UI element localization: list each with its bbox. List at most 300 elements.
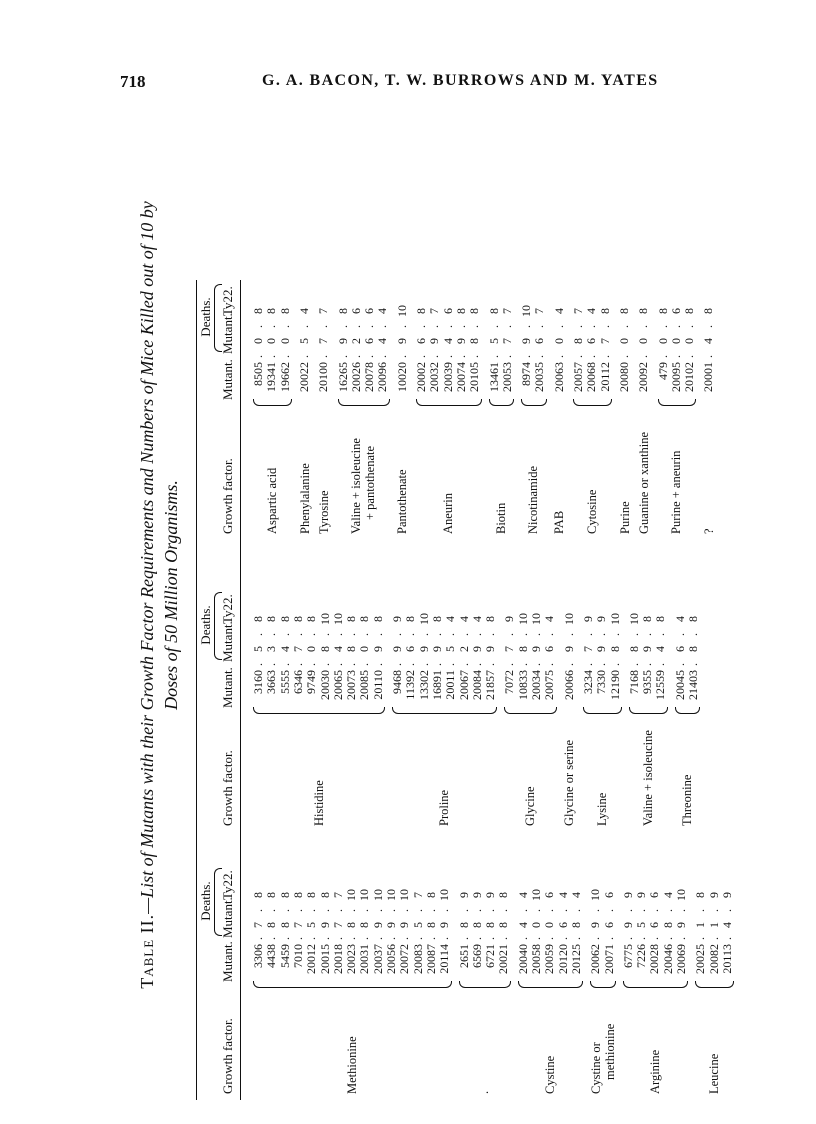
leader-dot: . (701, 355, 716, 358)
growth-factor-label: Glycine or serine (562, 739, 577, 826)
mutant-number: 20002 (414, 362, 428, 392)
deaths-mutant-value: 8 (568, 922, 583, 928)
deaths-mutant-value: 9 (427, 338, 442, 344)
leader-dot: . (456, 633, 471, 636)
group-brace (521, 399, 547, 406)
leader-dot: . (515, 663, 530, 666)
leader-dot: . (437, 909, 452, 912)
mutant-number: 20034 (529, 670, 543, 700)
deaths-mutant-value: 7 (316, 338, 331, 344)
mutant-number: 19341 (264, 362, 279, 392)
leader-dot: . (316, 325, 331, 328)
leader-dot: . (370, 633, 385, 636)
leader-dot: . (251, 633, 265, 636)
mutant-number: 20035 (532, 362, 547, 392)
leader-dot: . (706, 937, 721, 940)
deaths-mutant-value: 6 (403, 646, 418, 652)
deaths-mutant-value: 5 (304, 922, 319, 928)
mutant-number: 20012 (304, 944, 319, 974)
leader-dot: . (568, 937, 583, 940)
leader-dot: . (486, 355, 501, 358)
leader-dot: . (706, 909, 721, 912)
mutant-number: 20066 (561, 670, 576, 700)
group-brace (583, 707, 622, 714)
leader-dot: . (427, 355, 442, 358)
deaths-mutant-value: 2 (348, 338, 363, 344)
deaths-mutant-value: 5 (443, 646, 458, 652)
leader-dot: . (296, 355, 311, 358)
deaths-ty22-value: 6 (440, 308, 455, 314)
growth-factor-label: Valine + isoleucine (349, 438, 364, 534)
deaths-mutant-value: 6 (601, 922, 616, 928)
deaths-mutant-value: 8 (467, 338, 482, 344)
mutant-number: 20062 (588, 944, 603, 974)
growth-factor-label: Valine + isoleucine (640, 730, 655, 826)
leader-dot: . (264, 937, 279, 940)
leader-dot: . (529, 909, 543, 912)
deaths-mutant-value: 9 (394, 338, 409, 344)
leader-dot: . (502, 633, 517, 636)
deaths-mutant-value: 0 (251, 338, 265, 344)
deaths-ty22-value: 8 (357, 616, 372, 622)
leader-dot: . (370, 937, 385, 940)
mutant-number: 20114 (437, 944, 452, 974)
mutant-number: 20084 (469, 670, 484, 700)
deaths-ty22-value: 8 (264, 616, 279, 622)
growth-factor-label: Histidine (311, 780, 326, 826)
leader-dot: . (502, 663, 517, 666)
deaths-ty22-value: 7 (499, 308, 514, 314)
growth-factor-label: Nicotinamide (526, 465, 541, 534)
leader-dot: . (483, 663, 498, 666)
leader-dot: . (571, 325, 585, 328)
deaths-mutant-value: 3 (264, 646, 279, 652)
deaths-mutant-value: 7 (502, 646, 517, 652)
leader-dot: . (290, 937, 305, 940)
group-brace (675, 707, 701, 714)
deaths-ty22-value: 8 (453, 308, 468, 314)
deaths-ty22-value: 10 (317, 613, 332, 625)
mutant-number: 11392 (403, 670, 418, 700)
leader-dot: . (682, 325, 697, 328)
deaths-mutant-value: 9 (437, 922, 452, 928)
deaths-ty22-value: 6 (668, 308, 683, 314)
leader-dot: . (555, 909, 570, 912)
deaths-mutant-value: 6 (647, 922, 662, 928)
mutant-header: Mutant. (220, 941, 235, 982)
deaths-mutant-value: 0 (636, 338, 651, 344)
deaths-ty22-value: 10 (626, 613, 641, 625)
deaths-mutant-value: 7 (597, 338, 612, 344)
leader-dot: . (429, 663, 444, 666)
mutant-number: 7168 (626, 670, 641, 694)
deaths-mutant-value: 8 (423, 922, 438, 928)
deaths-mutant-value: 5 (296, 338, 311, 344)
growth-factor-label: Methionine (344, 1036, 359, 1094)
mutant-number: 20045 (672, 670, 687, 700)
deaths-ty22-value: 9 (483, 892, 498, 898)
leader-dot: . (362, 355, 377, 358)
deaths-mutant-value: 0 (542, 922, 557, 928)
deaths-ty22-value: 8 (317, 892, 332, 898)
leader-dot: . (532, 355, 547, 358)
leader-dot: . (316, 355, 331, 358)
deaths-mutant-value: 4 (719, 922, 734, 928)
mutant-number: 20011 (443, 670, 458, 700)
deaths-ty22-value: 8 (682, 308, 697, 314)
deaths-ty22-value: 7 (427, 308, 442, 314)
leader-dot: . (317, 663, 332, 666)
leader-dot: . (335, 325, 350, 328)
leader-dot: . (499, 325, 514, 328)
deaths-ty22-value: 4 (515, 892, 530, 898)
mutant-number: 9355 (640, 670, 655, 694)
leader-dot: . (588, 909, 603, 912)
deaths-ty22-value: 9 (706, 892, 721, 898)
leader-dot: . (620, 937, 635, 940)
group-brace (658, 399, 697, 406)
deaths-mutant-value: 7 (290, 646, 305, 652)
group-brace (629, 707, 668, 714)
deaths-mutant-value: 0 (357, 646, 372, 652)
mutant-number: 5555 (277, 670, 292, 694)
leader-dot: . (453, 325, 468, 328)
mutant-number: 20028 (647, 944, 662, 974)
leader-dot: . (317, 937, 332, 940)
leader-dot: . (601, 937, 616, 940)
deaths-ty22-value: 8 (251, 616, 265, 622)
leader-dot: . (719, 909, 734, 912)
mutant-number: 20083 (410, 944, 425, 974)
leader-dot: . (542, 937, 557, 940)
deaths-mutant-value: 0 (529, 922, 543, 928)
growth-factor-label: Tyrosine (316, 490, 331, 534)
deaths-ty22-value: 8 (467, 308, 482, 314)
leader-dot: . (555, 937, 570, 940)
leader-dot: . (469, 937, 484, 940)
deaths-mutant-value: 7 (580, 646, 595, 652)
leader-dot: . (686, 633, 700, 636)
deaths-ty22-header: Ty22. (220, 870, 235, 900)
deaths-ty22-value: 10 (437, 889, 452, 901)
deaths-mutant-value: 9 (561, 646, 576, 652)
mutant-number: 20105 (467, 362, 482, 392)
mutant-number: 3160 (251, 670, 265, 694)
deaths-mutant-value: 7 (499, 338, 514, 344)
deaths-ty22-value: 10 (561, 613, 576, 625)
mutant-number: 13302 (416, 670, 431, 700)
deaths-mutant-value: 6 (555, 922, 570, 928)
mutant-header: Mutant. (220, 667, 235, 708)
deaths-mutant-value: 8 (571, 338, 585, 344)
leader-dot: . (467, 355, 482, 358)
leader-dot: . (344, 909, 359, 912)
deaths-ty22-value: 8 (655, 308, 670, 314)
deaths-ty22-value: 9 (634, 892, 649, 898)
mutant-number: 20100 (316, 362, 331, 392)
leader-dot: . (686, 663, 700, 666)
deaths-ty22-value: 8 (403, 616, 418, 622)
deaths-mutant-value: 0 (682, 338, 697, 344)
deaths-ty22-value: 9 (620, 892, 635, 898)
leader-dot: . (626, 663, 641, 666)
deaths-ty22-value: 4 (456, 616, 471, 622)
leader-dot: . (290, 633, 305, 636)
leader-dot: . (335, 355, 350, 358)
leader-dot: . (437, 937, 452, 940)
leader-dot: . (483, 633, 498, 636)
mutant-number: 20069 (674, 944, 688, 974)
deaths-ty22-value: 8 (686, 616, 700, 622)
mutant-number: 20082 (706, 944, 721, 974)
deaths-mutant-value: 6 (542, 646, 557, 652)
leader-dot: . (588, 937, 603, 940)
deaths-ty22-value: 10 (344, 889, 359, 901)
deaths-ty22-value: 8 (264, 308, 279, 314)
mutant-number: 20068 (584, 362, 599, 392)
leader-dot: . (330, 633, 345, 636)
mutant-number: 20023 (344, 944, 359, 974)
leader-dot: . (357, 937, 372, 940)
deaths-mutant-value: 9 (384, 922, 398, 928)
deaths-mutant-value: 1 (693, 922, 708, 928)
deaths-ty22-value: 8 (277, 892, 292, 898)
leader-dot: . (469, 663, 484, 666)
deaths-mutant-value: 8 (515, 646, 530, 652)
leader-dot: . (394, 325, 409, 328)
leader-dot: . (251, 663, 265, 666)
leader-dot: . (264, 663, 279, 666)
leader-dot: . (561, 633, 576, 636)
deaths-mutant-value: 9 (674, 922, 688, 928)
mutant-number: 20021 (496, 944, 511, 974)
leader-dot: . (672, 633, 687, 636)
deaths-mutant-value: 2 (456, 646, 471, 652)
deaths-ty22-value: 7 (316, 308, 331, 314)
leader-dot: . (693, 937, 708, 940)
growth-factor-header: Growth factor. (220, 1018, 235, 1094)
mutant-number: 20056 (384, 944, 398, 974)
deaths-mutant-header: Mutant. (220, 621, 235, 662)
leader-dot: . (616, 355, 631, 358)
leader-dot: . (357, 633, 372, 636)
deaths-ty22-value: 8 (370, 616, 385, 622)
deaths-ty22-value: 8 (414, 308, 428, 314)
deaths-mutant-value: 0 (277, 338, 292, 344)
growth-factor-header: Growth factor. (220, 750, 235, 826)
deaths-mutant-value: 9 (529, 646, 543, 652)
deaths-ty22-value: 10 (519, 305, 534, 317)
deaths-mutant-value: 9 (640, 646, 655, 652)
deaths-ty22-value: 10 (529, 613, 543, 625)
deaths-ty22-value: 4 (443, 616, 458, 622)
mutant-number: 8505 (251, 362, 265, 386)
mutant-number: 20022 (296, 362, 311, 392)
growth-factor-label: methionine (602, 1023, 617, 1080)
deaths-ty22-value: 10 (674, 889, 688, 901)
deaths-mutant-value: 4 (330, 646, 345, 652)
leader-dot: . (277, 909, 292, 912)
mutant-number: 20030 (317, 670, 332, 700)
leader-dot: . (264, 355, 279, 358)
mutant-number: 20015 (317, 944, 332, 974)
leader-dot: . (344, 937, 359, 940)
leader-dot: . (634, 937, 649, 940)
deaths-mutant-value: 8 (344, 922, 359, 928)
deaths-ty22-value: 7 (571, 308, 585, 314)
group-brace (504, 707, 556, 714)
mutant-number: 20078 (362, 362, 377, 392)
deaths-ty22-value: 6 (647, 892, 662, 898)
growth-factor-label: Threonine (680, 774, 694, 826)
leader-dot: . (601, 909, 616, 912)
leader-dot: . (251, 909, 265, 912)
leader-dot: . (251, 355, 265, 358)
mutant-number: 8974 (519, 362, 534, 386)
group-brace (695, 981, 734, 988)
deaths-ty22-value: 8 (640, 616, 655, 622)
deaths-mutant-value: 8 (469, 922, 484, 928)
deaths-ty22-value: 8 (335, 308, 350, 314)
deaths-ty22-value: 8 (429, 616, 444, 622)
deaths-ty22-value: 4 (375, 308, 390, 314)
mutant-number: 20026 (348, 362, 363, 392)
leader-dot: . (647, 909, 662, 912)
deaths-ty22-value: 8 (344, 616, 359, 622)
deaths-mutant-value: 9 (370, 646, 385, 652)
deaths-ty22-value: 8 (483, 616, 498, 622)
group-brace (489, 399, 515, 406)
leader-dot: . (317, 909, 332, 912)
deaths-ty22-value: 9 (456, 892, 471, 898)
leader-dot: . (348, 325, 363, 328)
leader-dot: . (483, 909, 498, 912)
deaths-ty22-value: 8 (277, 616, 292, 622)
leader-dot: . (561, 663, 576, 666)
leader-dot: . (456, 937, 471, 940)
deaths-mutant-value: 9 (453, 338, 468, 344)
deaths-mutant-value: 0 (264, 338, 279, 344)
deaths-mutant-value: 0 (551, 338, 566, 344)
mutant-number: 20063 (551, 362, 566, 392)
mutant-number: 20065 (330, 670, 345, 700)
table-caption-line2 (160, 90, 182, 1100)
deaths-ty22-value: 4 (551, 308, 566, 314)
leader-dot: . (277, 325, 292, 328)
leader-dot: . (384, 909, 398, 912)
mutant-number: 20001 (701, 362, 716, 392)
deaths-ty22-value: 10 (384, 889, 398, 901)
deaths-ty22-value: 6 (601, 892, 616, 898)
mutant-number: 20073 (344, 670, 359, 700)
deaths-mutant-value: 1 (706, 922, 721, 928)
mutant-number: 20074 (453, 362, 468, 392)
table-title-line2: Doses of 50 Million Organisms. (161, 480, 181, 710)
header-rule-bottom (240, 280, 241, 1100)
mutant-number: 20025 (693, 944, 708, 974)
growth-factor-label: Cystine or (588, 1042, 603, 1094)
growth-factor-label: Cytosine (584, 489, 599, 534)
group-brace (416, 399, 482, 406)
mutant-number: 16891 (429, 670, 444, 700)
leader-dot: . (304, 909, 319, 912)
mutant-number: 20087 (423, 944, 438, 974)
leader-dot: . (440, 355, 455, 358)
deaths-mutant-header: Mutant. (220, 313, 235, 354)
growth-factor-label: Aneurin (441, 493, 456, 534)
leader-dot: . (597, 355, 612, 358)
mutant-number: 6569 (469, 944, 484, 968)
mutant-number: 20072 (397, 944, 412, 974)
deaths-mutant-value: 9 (370, 922, 385, 928)
mutant-header: Mutant. (220, 359, 235, 400)
mutant-number: 20031 (357, 944, 372, 974)
header-rule-top (196, 280, 197, 1100)
mutant-number: 20039 (440, 362, 455, 392)
leader-dot: . (414, 355, 428, 358)
leader-dot: . (655, 355, 670, 358)
deaths-ty22-value: 8 (304, 892, 319, 898)
deaths-ty22-value: 8 (636, 308, 651, 314)
group-brace (518, 981, 584, 988)
leader-dot: . (529, 663, 543, 666)
leader-dot: . (317, 633, 332, 636)
mutant-number: 10020 (394, 362, 409, 392)
leader-dot: . (429, 633, 444, 636)
leader-dot: . (672, 663, 687, 666)
deaths-mutant-value: 6 (672, 646, 687, 652)
deaths-ty22-value: 10 (394, 305, 409, 317)
deaths-mutant-value: 8 (264, 922, 279, 928)
deaths-ty22-value: 8 (264, 892, 279, 898)
leader-dot: . (423, 937, 438, 940)
mutant-number: 20067 (456, 670, 471, 700)
leader-dot: . (584, 355, 599, 358)
deaths-ty22-value: 9 (580, 616, 595, 622)
mutant-number: 20085 (357, 670, 372, 700)
leader-dot: . (653, 633, 668, 636)
group-brace (623, 981, 689, 988)
leader-dot: . (636, 355, 651, 358)
leader-dot: . (580, 663, 595, 666)
leader-dot: . (668, 355, 683, 358)
deaths-mutant-value: 0 (304, 646, 319, 652)
mutant-number: 20125 (568, 944, 583, 974)
leader-dot: . (701, 325, 716, 328)
deaths-ty22-value: 4 (469, 616, 484, 622)
deaths-ty22-value: 9 (594, 616, 609, 622)
leader-dot: . (640, 663, 655, 666)
group-brace (590, 981, 616, 988)
deaths-mutant-value: 5 (410, 922, 425, 928)
growth-factor-label: Proline (437, 789, 452, 826)
leader-dot: . (453, 355, 468, 358)
leader-dot: . (640, 633, 655, 636)
leader-dot: . (277, 633, 292, 636)
mutant-number: 20095 (668, 362, 683, 392)
mutant-number: 12559 (653, 670, 668, 700)
mutant-number: 2651 (456, 944, 471, 968)
deaths-mutant-value: 6 (414, 338, 428, 344)
deaths-ty22-value: 10 (397, 889, 412, 901)
leader-dot: . (634, 909, 649, 912)
leader-dot: . (660, 937, 675, 940)
growth-factor-label: Purine (617, 501, 632, 534)
leader-dot: . (668, 325, 683, 328)
leader-dot: . (375, 355, 390, 358)
deaths-ty22-value: 10 (529, 889, 543, 901)
leader-dot: . (277, 663, 292, 666)
